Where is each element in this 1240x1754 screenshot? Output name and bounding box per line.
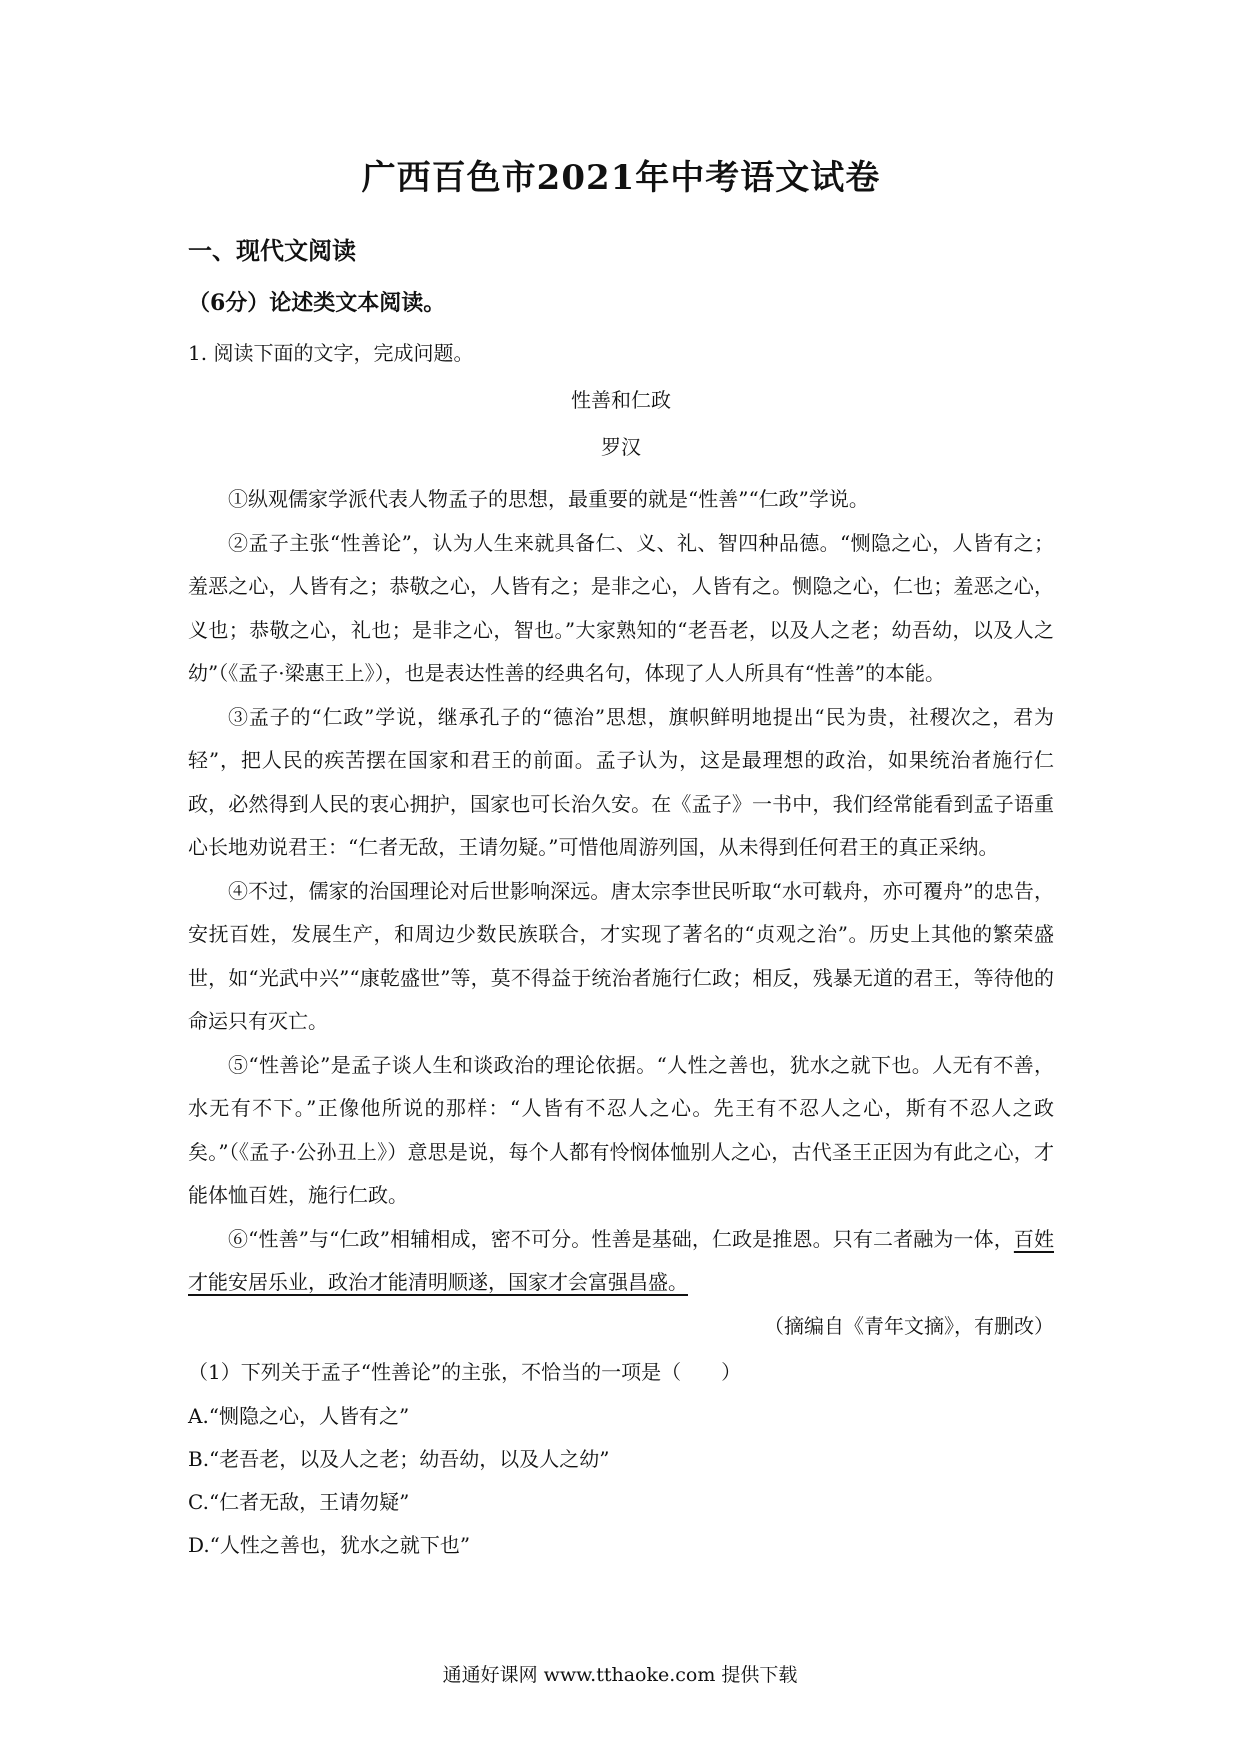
question-intro: 1. 阅读下面的文字，完成问题。 xyxy=(188,341,474,365)
underlined-sentence: 百姓才能安居乐业，政治才能清明顺遂，国家才会富强昌盛。 xyxy=(188,1226,1054,1294)
paragraph-6-lead: ⑥“性善”与“仁政”相辅相成，密不可分。性善是基础，仁政是推恩。只有二者融为一体， xyxy=(228,1226,1014,1251)
option-b: B.“老吾老，以及人之老；幼吾幼，以及人之幼” xyxy=(188,1446,610,1471)
article-paragraph-1: ①纵观儒家学派代表人物孟子的思想，最重要的就是“性善”“仁政”学说。 xyxy=(228,487,869,511)
article-paragraph-5: ⑤“性善论”是孟子谈人生和谈政治的理论依据。“人性之善也，犹水之就下也。人无有不善，水无有不下。”正像他所说的那样：“人皆有不忍人之心。先王有不忍人之心，斯有不忍人之政矣。”（《孟子·公孙丑上》）意思是说，每个人都有怜悯体恤别人之心，古代圣王正因为有此之心，才能体恤百姓，施行仁政。 xyxy=(188,1052,1054,1207)
article-paragraph-6 xyxy=(188,1218,1054,1305)
article-paragraph-2: ②孟子主张“性善论”，认为人生来就具备仁、义、礼、智四种品德。“恻隐之心，人皆有之；羞恶之心，人皆有之；恭敬之心，人皆有之；是非之心，人皆有之。恻隐之心，仁也；羞恶之心，义也；恭敬之心，礼也；是非之心，智也。”大家熟知的“老吾老，以及人之老；幼吾幼，以及人之幼”（《孟子·梁惠王上》），也是表达性善的经典名句，体现了人人所具有“性善”的本能。 xyxy=(188,530,1054,685)
question-group-heading: （6分）论述类文本阅读。 xyxy=(188,290,446,316)
option-d: D.“人性之善也，犹水之就下也” xyxy=(188,1532,471,1557)
option-c: C.“仁者无敌，王请勿疑” xyxy=(188,1489,410,1514)
article-paragraph-3: ③孟子的“仁政”学说，继承孔子的“德治”思想，旗帜鲜明地提出“民为贵，社稷次之，君为轻”，把人民的疾苦摆在国家和君王的前面。孟子认为，这是最理想的政治，如果统治者施行仁政，必然得到人民的衷心拥护，国家也可长治久安。在《孟子》一书中，我们经常能看到孟子语重心长地劝说君王：“仁者无敌，王请勿疑。”可惜他周游列国，从未得到任何君王的真正采纳。 xyxy=(188,704,1054,859)
article-title: 性善和仁政 xyxy=(571,388,671,412)
section-heading: 一、现代文阅读 xyxy=(188,236,356,265)
option-a: A.“恻隐之心，人皆有之” xyxy=(188,1403,410,1428)
subquestion-prompt: （1）下列关于孟子“性善论”的主张，不恰当的一项是（ ） xyxy=(188,1359,742,1384)
page-footer: 通通好课网 www.tthaoke.com 提供下载 xyxy=(442,1664,798,1686)
article-author: 罗汉 xyxy=(601,435,641,459)
article-paragraph-4: ④不过，儒家的治国理论对后世影响深远。唐太宗李世民听取“水可载舟，亦可覆舟”的忠告，安抚百姓，发展生产，和周边少数民族联合，才实现了著名的“贞观之治”。历史上其他的繁荣盛世，如“光武中兴”“康乾盛世”等，莫不得益于统治者施行仁政；相反，残暴无道的君王，等待他的命运只有灭亡。 xyxy=(188,878,1054,1033)
document-page xyxy=(188,150,1054,1573)
page-title: 广西百色市2021年中考语文试卷 xyxy=(361,158,881,198)
article-source: （摘编自《青年文摘》，有删改） xyxy=(764,1313,1054,1338)
